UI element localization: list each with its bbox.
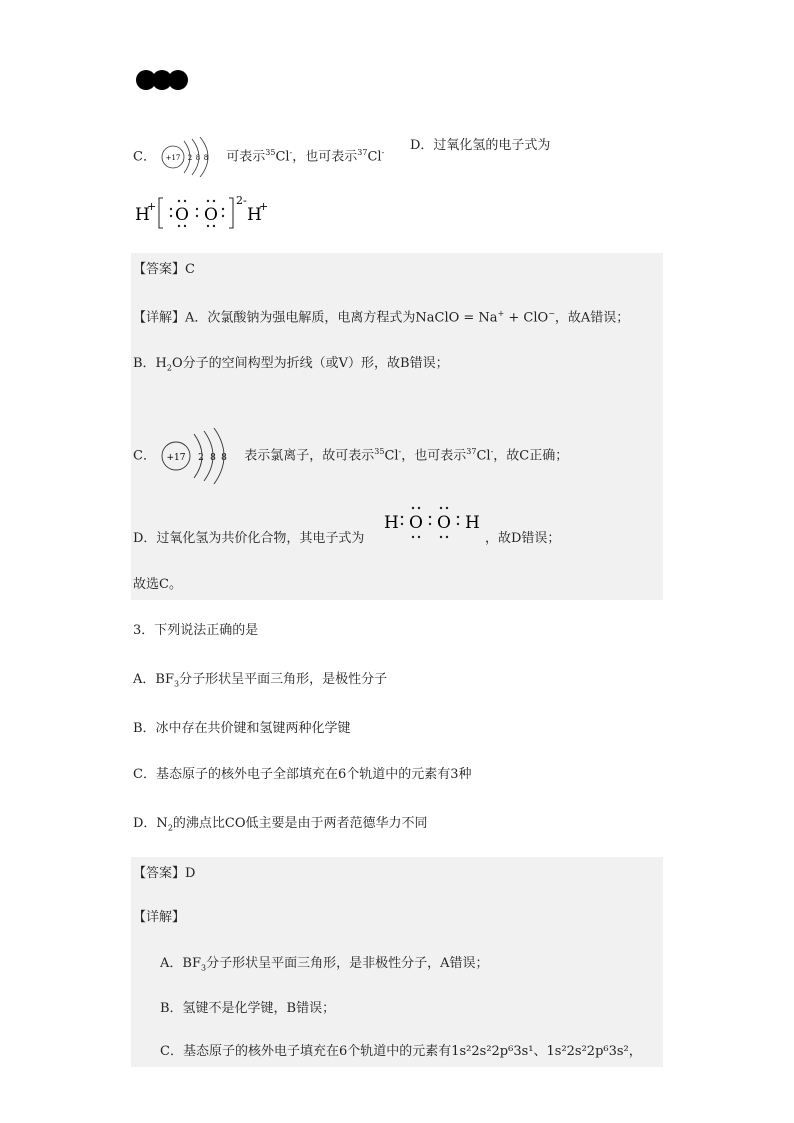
detail-c: C． +17 2 8 8 表示氯离子，故可表示$^{35}$Cl-，也可表示$^{37}$Cl-，故C正确；	[133, 428, 568, 484]
q3-option-c: C．基态原子的核外电子全部填充在6个轨道中的元素有3种	[133, 767, 472, 782]
shell-2-large: 8	[210, 453, 216, 463]
detail-d-end: ，故D错误；	[485, 531, 561, 546]
svg-text:2-: 2-	[236, 194, 247, 207]
detail-d: D．过氧化氢为共价化合物，其电子式为	[133, 531, 365, 546]
chlorine-ion-diagram-icon	[160, 137, 222, 177]
shell-2: 8	[195, 154, 201, 162]
svg-text:+: +	[259, 200, 269, 213]
shell-3-large: 8	[221, 453, 227, 463]
answer-1: 【答案】C	[133, 262, 195, 277]
svg-text:+: +	[147, 200, 157, 213]
chlorine-ion-diagram-large-icon	[160, 428, 240, 484]
detail2-b: B．氢键不是化学键，B错误；	[160, 1001, 336, 1016]
h2o2-electron-formula-covalent	[383, 502, 485, 542]
conclusion-1: 故选C。	[133, 577, 182, 592]
q3-option-d: D．$N_2$的沸点比CO低主要是由于两者范德华力不同	[133, 816, 428, 833]
svg-text:O: O	[175, 205, 189, 225]
svg-text:O: O	[437, 513, 451, 533]
svg-text:O: O	[204, 205, 218, 225]
logo-icon	[136, 70, 190, 92]
h2o2-electron-formula-ionic	[133, 190, 283, 234]
q3-option-b: B．冰中存在共价键和氢键两种化学键	[133, 721, 351, 736]
svg-text:H: H	[384, 513, 399, 533]
option-d: D．过氧化氢的电子式为	[410, 138, 551, 153]
nucleus-label-large: +17	[166, 453, 186, 463]
q3-option-a: A．$BF_3$分子形状呈平面三角形，是极性分子	[133, 672, 388, 689]
shell-1-large: 2	[198, 453, 204, 463]
detail2-a: A．$BF_3$分子形状呈平面三角形，是非极性分子，A错误；	[160, 956, 489, 973]
detail-b: B．$H_2O$分子的空间构型为折线（或V）形，故B错误；	[133, 356, 449, 373]
nucleus-label: +17	[165, 154, 181, 162]
answer-2: 【答案】D	[133, 866, 196, 881]
shell-1: 2	[187, 154, 193, 162]
detail2-c: C．基态原子的核外电子填充在6个轨道中的元素有1s²2s²2p⁶3s¹、1s²2s²2p⁶3s²，	[160, 1044, 642, 1059]
svg-text:H: H	[465, 513, 480, 533]
question-3: 3．下列说法正确的是	[133, 623, 259, 638]
svg-text:H: H	[247, 205, 262, 225]
detail-a: 【详解】A．次氯酸钠为强电解质，电离方程式为NaClO = Na+ + ClO−，故A错误；	[133, 309, 630, 326]
detail-2: 【详解】	[133, 910, 186, 925]
svg-text:O: O	[409, 513, 423, 533]
option-c: C． +17 2 8 8 可表示$^{35}$Cl-，也可表示$^{37}$Cl-	[133, 137, 384, 177]
shell-3: 8	[203, 154, 209, 162]
svg-text:H: H	[135, 205, 150, 225]
